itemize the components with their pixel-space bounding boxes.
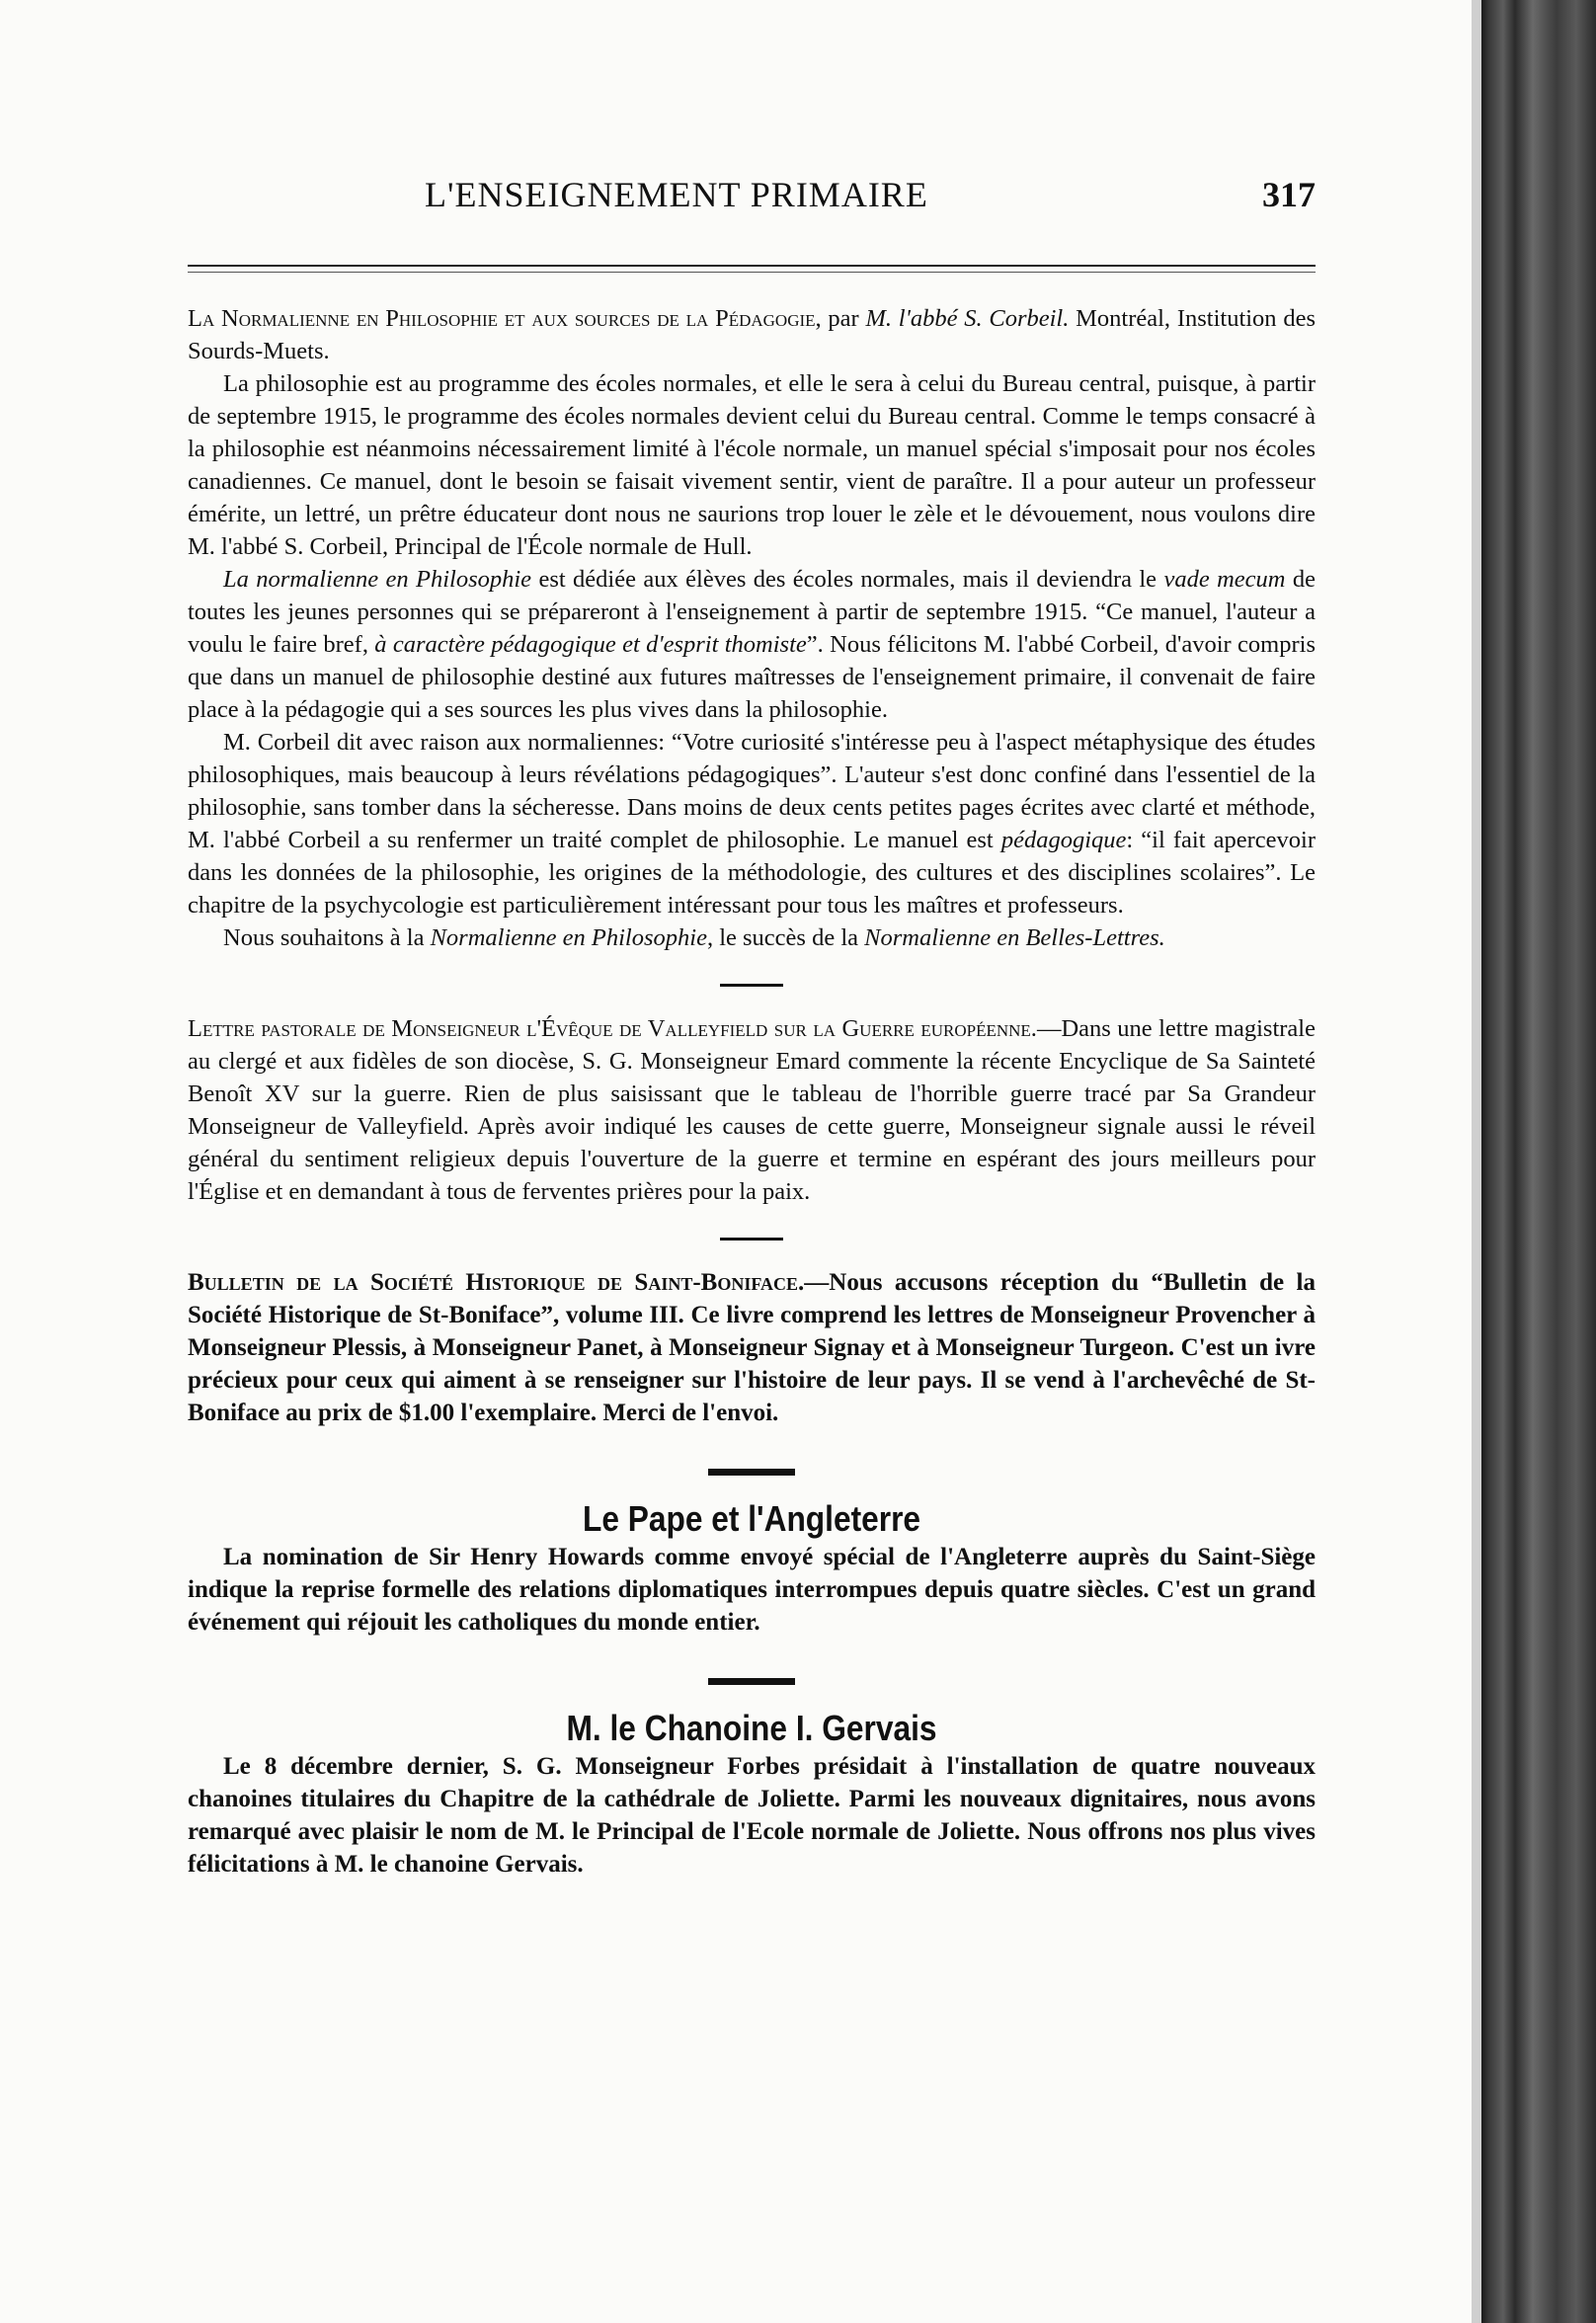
paragraph: La nomination de Sir Henry Howards comme envoyé spécial de l'Angleterre auprès du Saint-Siège indique la reprise formelle des relations diplomatiques interrompues depuis quatre siècles. C'est un grand événement qui réjouit les catholiques du monde entier. (188, 1544, 1316, 1636)
canon-article (188, 1707, 1316, 1881)
emphasis: pédagogique (1000, 827, 1127, 853)
section-divider (720, 1238, 783, 1241)
latin-phrase: vade mecum (1163, 566, 1286, 593)
text-run: —Dans une lettre magistrale au clergé et aux fidèles de son diocèse, S. G. Monseigneur Emard commente la récente Encyclique de Sa Sainteté Benoît XV sur la guerre. Rien de plus saisissant que le tableau de l'horrible guerre tracé par Sa Grandeur Monseigneur de Valleyfield. Après avoir indiqué les causes de cette guerre, Monseigneur signale aussi le réveil général du sentiment religieux depuis l'ouverture de la guerre et termine en espérant des jours meilleurs pour l'Église et en demandant à tous de ferventes prières pour la paix. (188, 1015, 1316, 1205)
review-heading-paragraph (188, 302, 1316, 367)
paragraph: La philosophie est au programme des écoles normales, et elle le sera à celui du Bureau central, puisque, à partir de septembre 1915, le programme des écoles normales devient celui du Bureau central. Comme le temps consacré à la philosophie est néanmoins nécessairement limité à l'école normale, un manuel spécial s'imposait pour nos écoles canadiennes. Ce manuel, dont le besoin se faisait vivement sentir, vient de paraître. Il a pour auteur un professeur émérite, un lettré, un prêtre éducateur dont nous ne saurions trop louer le zèle et le dévouement, nous voulons dire M. l'abbé S. Corbeil, Principal de l'École normale de Hull. (188, 370, 1316, 560)
review-author: M. l'abbé S. Corbeil. (865, 305, 1070, 332)
header-rule-thin (188, 272, 1316, 273)
section-heading: Lettre pastorale de Monseigneur l'Évêque de Valleyfield sur la Guerre européenne. (188, 1015, 1037, 1042)
review-normalienne (188, 302, 1316, 954)
book-title: La normalienne en Philosophie (223, 566, 532, 593)
journal-title: L'ENSEIGNEMENT PRIMAIRE (425, 175, 928, 214)
book-title: Normalienne en Philosophie (430, 924, 707, 951)
text-run: ”. Nous félicitons M. l'abbé Corbeil, d'avoir compris que dans un manuel de philosophie destiné aux futures maîtresses de l'enseignement primaire, il convenait de faire place à la pédagogie qui a ses sources les plus vives dans la philosophie. (188, 631, 1316, 723)
paragraph (188, 726, 1316, 921)
page-number: 317 (1262, 175, 1316, 214)
paragraph (188, 563, 1316, 726)
text-run: —Nous accusons réception du “Bulletin de la Société Historique de St-Boniface”, volume III. Ce livre comprend les lettres de Monseigneur Provencher à Monseigneur Plessis, à Monseigneur Panet, à Monseigneur Signay et à Monseigneur Turgeon. C'est un ivre précieux pour ceux qui aiment à se renseigner sur l'histoire de leur pays. Il se vend à l'archevêché de St-Boniface au prix de $1.00 l'exemplaire. Merci de l'envoi. (188, 1269, 1316, 1426)
review-by: par (821, 305, 866, 332)
text-run: M. Corbeil dit avec raison aux normaliennes: “Votre curiosité s'intéresse peu à l'aspect métaphysique des études philosophiques, mais beaucoup à leurs révélations pédagogiques”. L'auteur s'est donc confiné dans l'essentiel de la philosophie, sans tomber dans la sécheresse. Dans moins de deux cents petites pages écrites avec clarté et méthode, M. l'abbé Corbeil a su renfermer un traité complet de philosophie. Le manuel est (188, 729, 1316, 853)
quoted-phrase: à caractère pédagogique et d'esprit thomiste (374, 631, 807, 658)
section-divider (720, 984, 783, 987)
bulletin-notice (188, 1266, 1316, 1429)
pastoral-letter (188, 1012, 1316, 1208)
text-run: est dédiée aux élèves des écoles normales, mais il deviendra le (531, 566, 1164, 593)
article-divider (708, 1469, 795, 1476)
page-content (188, 302, 1316, 1881)
article-divider (708, 1678, 795, 1685)
text-run: : “il fait apercevoir dans les données de la philosophie, les origines de la méthodologie, des cultures et des disciplines scolaires”. Le chapitre de la psychycologie est particulièrement intéressant pour tous les maîtres et professeurs. (188, 827, 1316, 919)
paragraph (188, 1012, 1316, 1208)
article-title: Le Pape et l'Angleterre (582, 1498, 921, 1539)
book-binding (1481, 0, 1596, 2323)
book-title: Normalienne en Belles-Lettres. (864, 924, 1165, 951)
review-publisher: Montréal, Institution des Sourds-Muets. (188, 305, 1316, 364)
review-heading: La Normalienne en Philosophie et aux sources de la Pédagogie, (188, 305, 822, 332)
text-run: Nous souhaitons à la (223, 924, 431, 951)
paragraph (188, 921, 1316, 954)
paragraph (188, 1266, 1316, 1429)
text-run: , le succès de la (706, 924, 865, 951)
running-header (188, 174, 1316, 223)
section-heading: Bulletin de la Société Historique de Saint-Boniface. (188, 1269, 805, 1296)
pope-article (188, 1497, 1316, 1639)
header-rule (188, 265, 1316, 267)
article-title: M. le Chanoine I. Gervais (566, 1708, 937, 1748)
text-run: de toutes les jeunes personnes qui se prépareront à l'enseignement à partir de septembre 1915. “Ce manuel, l'auteur a voulu le faire bref, (188, 566, 1316, 658)
page-edge (1472, 0, 1481, 2323)
paragraph: Le 8 décembre dernier, S. G. Monseigneur Forbes présidait à l'installation de quatre nouveaux chanoines titulaires du Chapitre de la cathédrale de Joliette. Parmi les nouveaux dignitaires, nous avons remarqué avec plaisir le nom de M. le Principal de l'Ecole normale de Joliette. Nous offrons nos plus vives félicitations à M. le chanoine Gervais. (188, 1753, 1316, 1878)
